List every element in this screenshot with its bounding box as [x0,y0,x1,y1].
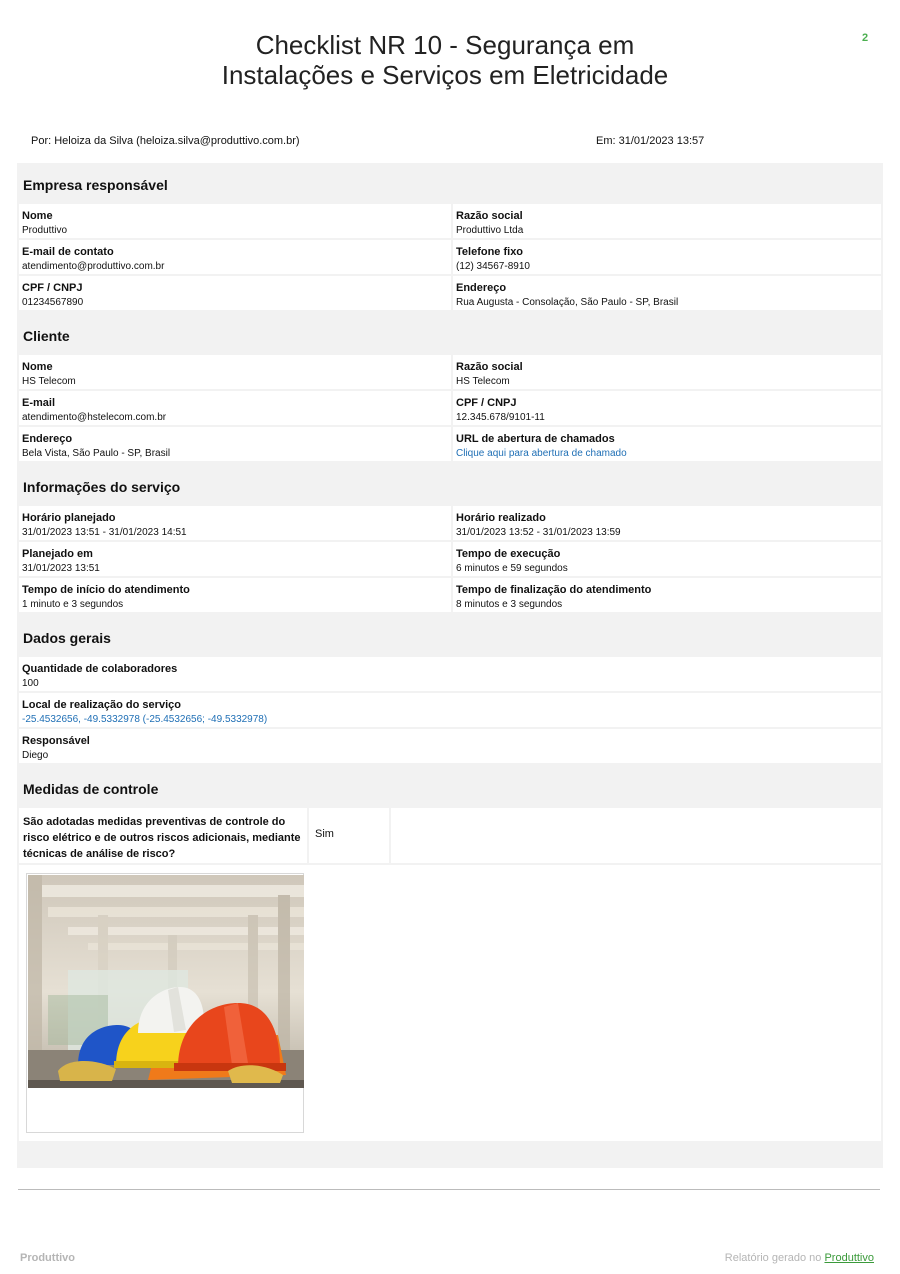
field-email [19,240,449,274]
field-tempo-finalizacao [451,578,881,612]
section-title: Informações do serviço [23,479,181,495]
photo-attachment[interactable] [26,873,304,1133]
field-row [19,204,881,238]
field-label: Horário realizado [456,512,546,524]
field-email [19,391,449,425]
field-label: Razão social [456,210,523,222]
field-label: Horário planejado [22,512,116,524]
section-title: Cliente [23,328,70,344]
field-cpf-cnpj [451,391,881,425]
field-tempo-inicio [19,578,449,612]
field-label: Endereço [456,282,507,294]
field-value: Bela Vista, São Paulo - SP, Brasil [22,448,171,459]
field-label: Tempo de execução [456,548,561,560]
field-horario-planejado [19,506,449,540]
page-number: 2 [861,32,869,44]
section-dados-gerais [17,616,883,656]
field-value: 31/01/2023 13:51 - 31/01/2023 14:51 [22,527,187,538]
field-value: 6 minutos e 59 segundos [456,563,568,574]
field-label: Responsável [22,735,90,747]
hard-hats-photo [28,875,304,1088]
field-value: atendimento@hstelecom.com.br [22,412,167,423]
field-endereco [19,427,449,461]
field-url-chamados [451,427,881,461]
open-ticket-link[interactable]: Clique aqui para abertura de chamado [456,448,627,459]
field-label: Nome [22,361,53,373]
field-value: 31/01/2023 13:51 [22,563,100,574]
field-planejado-em [19,542,449,576]
answer-value: Sim [307,808,391,863]
field-label: Telefone fixo [456,246,524,258]
field-label: Razão social [456,361,523,373]
field-value: atendimento@produttivo.com.br [22,261,165,272]
field-row [19,693,881,727]
field-label: Quantidade de colaboradores [22,663,178,675]
field-label: Local de realização do serviço [22,699,181,711]
field-row [19,542,881,576]
field-row [19,355,881,389]
field-endereco [451,276,881,310]
field-value: Produttivo [22,225,68,236]
field-value: 8 minutos e 3 segundos [456,599,563,610]
field-value: 1 minuto e 3 segundos [22,599,124,610]
page-title: Checklist NR 10 - Segurança em Instalações e Serviços em Eletricidade [221,30,669,90]
field-row [19,729,881,763]
field-value: HS Telecom [456,376,510,387]
field-label: Endereço [22,433,73,445]
location-link[interactable]: -25.4532656, -49.5332978 (-25.4532656; -49.5332978) [22,714,268,725]
section-title: Dados gerais [23,630,111,646]
field-value: HS Telecom [22,376,76,387]
field-label: Planejado em [22,548,93,560]
footer-brand-link[interactable]: Produttivo [824,1252,874,1264]
field-row [19,578,881,612]
field-cpf-cnpj [19,276,449,310]
field-label: Tempo de início do atendimento [22,584,190,596]
date-line: Em: 31/01/2023 13:57 [596,135,705,147]
field-label: CPF / CNPJ [22,282,83,294]
field-value: 01234567890 [22,297,84,308]
field-value: 31/01/2023 13:52 - 31/01/2023 13:59 [456,527,621,538]
field-label: Nome [22,210,53,222]
footer-generated [725,1252,874,1264]
field-label: E-mail [22,397,56,409]
field-row [19,657,881,691]
section-title: Medidas de controle [23,781,159,797]
field-value: Rua Augusta - Consolação, São Paulo - SP, Brasil [456,297,679,308]
section-title: Empresa responsável [23,177,168,193]
footer-brand: Produttivo [20,1252,75,1264]
field-label: E-mail de contato [22,246,114,258]
field-local-servico [19,693,881,727]
field-quantidade-colaboradores [19,657,881,691]
field-value: 12.345.678/9101-11 [456,412,545,423]
field-razao-social [451,204,881,238]
field-value: (12) 34567-8910 [456,261,530,272]
checklist-item [19,808,881,863]
section-servico [17,465,883,505]
field-label: CPF / CNPJ [456,397,517,409]
section-medidas-controle [17,767,883,807]
field-nome [19,204,449,238]
footer-generated-prefix: Relatório gerado no [724,1252,822,1264]
field-tempo-execucao [451,542,881,576]
author-line: Por: Heloiza da Silva (heloiza.silva@produttivo.com.br) [31,135,300,147]
field-row [19,391,881,425]
attachment-row [19,865,881,1141]
section-empresa [17,163,883,203]
field-label: Tempo de finalização do atendimento [456,584,652,596]
field-horario-realizado [451,506,881,540]
field-responsavel [19,729,881,763]
field-row [19,276,881,310]
report-body [17,163,883,1168]
field-telefone [451,240,881,274]
field-value: Produttivo Ltda [456,225,524,236]
footer-divider [18,1189,880,1190]
field-value: 100 [22,678,39,689]
question-text: São adotadas medidas preventivas de controle do risco elétrico e de outros riscos adicionais, mediante técnicas de análise de risco? [23,816,301,860]
field-nome [19,355,449,389]
field-value: Diego [22,750,49,761]
field-row [19,427,881,461]
field-label: URL de abertura de chamados [456,433,615,445]
field-row [19,506,881,540]
section-cliente [17,314,883,354]
field-row [19,240,881,274]
field-razao-social [451,355,881,389]
